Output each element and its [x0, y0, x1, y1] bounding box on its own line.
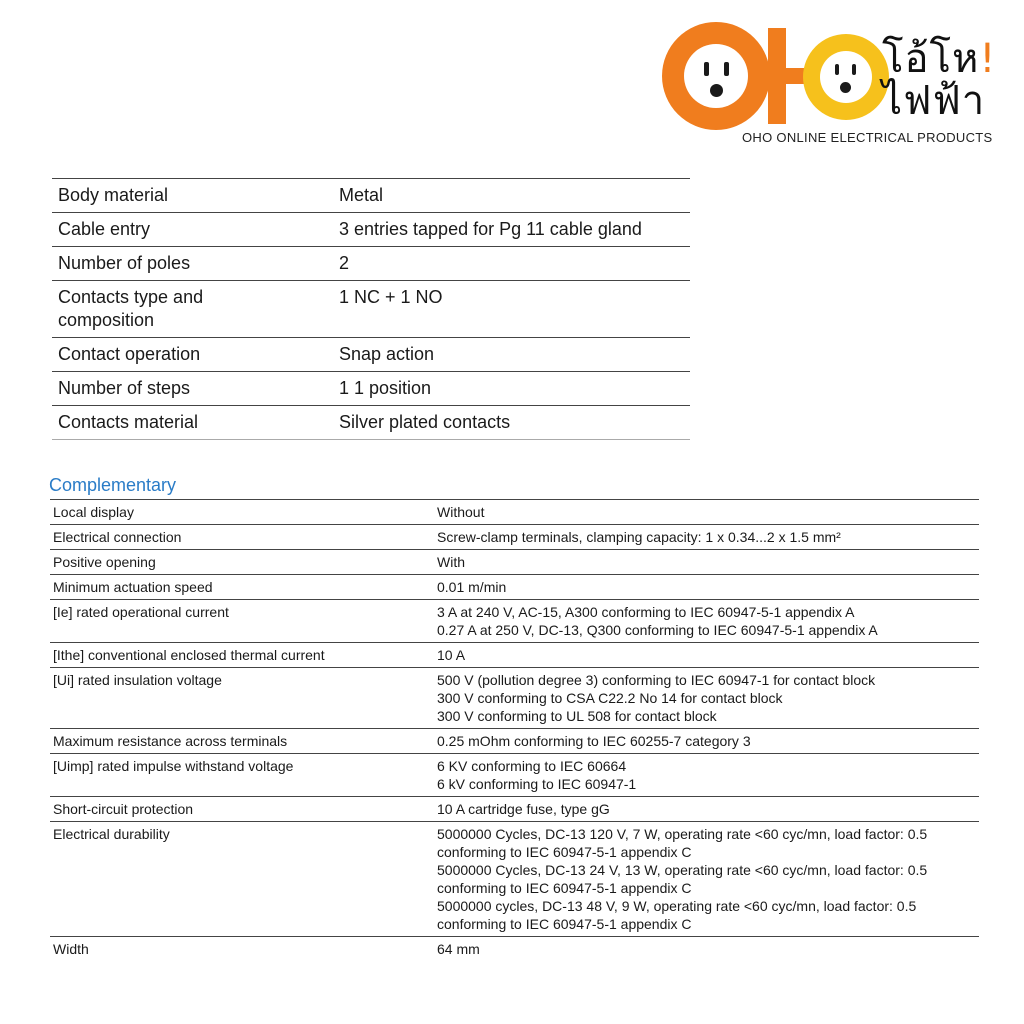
spec-value: Snap action	[339, 344, 435, 364]
brand-logo	[660, 18, 997, 153]
table-row	[50, 754, 979, 797]
spec-value-line: 5000000 cycles, DC-13 48 V, 9 W, operating rate <60 cyc/mn, load factor: 0.5	[437, 898, 917, 914]
spec-value	[434, 600, 979, 643]
spec-label: Electrical durability	[53, 826, 170, 842]
spec-label: Body material	[58, 185, 169, 205]
spec-value	[434, 643, 979, 668]
spec-value-line: 0.27 A at 250 V, DC-13, Q300 conforming to IEC 60947-5-1 appendix A	[437, 622, 878, 638]
spec-value: 1 1 position	[339, 378, 432, 398]
spec-value-line: 10 A	[437, 647, 466, 663]
spec-value-line: 10 A cartridge fuse, type gG	[437, 801, 610, 817]
table-row	[50, 643, 979, 668]
table-row	[52, 179, 690, 213]
table-row	[50, 668, 979, 729]
main-spec-table	[52, 178, 690, 440]
table-row	[50, 500, 979, 525]
spec-value-line: With	[437, 554, 465, 570]
spec-label: [Ui] rated insulation voltage	[53, 672, 222, 688]
table-row	[50, 822, 979, 937]
spec-value	[434, 550, 979, 575]
spec-value	[434, 500, 979, 525]
spec-value	[434, 525, 979, 550]
spec-label: Short-circuit protection	[53, 801, 194, 817]
table-row	[52, 338, 690, 372]
table-row	[52, 406, 690, 440]
table-row	[50, 575, 979, 600]
spec-value-line: 300 V conforming to UL 508 for contact block	[437, 708, 717, 724]
spec-label: Number of poles	[58, 253, 191, 273]
spec-value-line: 6 KV conforming to IEC 60664	[437, 758, 627, 774]
spec-value-line: 5000000 Cycles, DC-13 120 V, 7 W, operating rate <60 cyc/mn, load factor: 0.5	[437, 826, 928, 842]
spec-label: Width	[53, 941, 89, 957]
spec-label: Maximum resistance across terminals	[53, 733, 288, 749]
spec-label: Electrical connection	[53, 529, 182, 545]
spec-value-line: Without	[437, 504, 485, 520]
table-row	[52, 281, 690, 338]
spec-label: [Uimp] rated impulse withstand voltage	[53, 758, 294, 774]
table-row	[50, 550, 979, 575]
logo-exclamation: !	[979, 36, 997, 82]
section-title-complementary: Complementary	[49, 475, 177, 495]
spec-value	[434, 937, 979, 962]
complementary-spec-table	[50, 499, 979, 961]
spec-value-line: conforming to IEC 60947-5-1 appendix C	[437, 844, 692, 860]
spec-label: Number of steps	[58, 378, 191, 398]
socket-o-yellow	[803, 34, 889, 120]
spec-label: [Ie] rated operational current	[53, 604, 229, 620]
spec-label: Local display	[53, 504, 134, 520]
spec-value: 2	[339, 253, 350, 273]
table-row	[50, 729, 979, 754]
spec-label: [Ithe] conventional enclosed thermal current	[53, 647, 325, 663]
table-row	[52, 213, 690, 247]
spec-label: Contacts type and composition	[58, 287, 204, 330]
table-row	[52, 372, 690, 406]
spec-value-line: 300 V conforming to CSA C22.2 No 14 for contact block	[437, 690, 783, 706]
table-row	[50, 525, 979, 550]
spec-value-line: 6 kV conforming to IEC 60947-1	[437, 776, 637, 792]
table-row	[50, 797, 979, 822]
table-row	[50, 937, 979, 962]
spec-label: Contact operation	[58, 344, 201, 364]
spec-value-line: 500 V (pollution degree 3) conforming to IEC 60947-1 for contact block	[437, 672, 876, 688]
spec-value	[434, 575, 979, 600]
spec-value	[434, 797, 979, 822]
spec-value	[434, 822, 979, 937]
spec-value-line: 0.01 m/min	[437, 579, 507, 595]
spec-value	[434, 668, 979, 729]
spec-value: 3 entries tapped for Pg 11 cable gland	[339, 219, 642, 239]
socket-o-orange	[662, 22, 770, 130]
spec-label: Contacts material	[58, 412, 199, 432]
spec-value-line: 64 mm	[437, 941, 480, 957]
spec-value: 1 NC + 1 NO	[339, 287, 443, 307]
table-row	[52, 247, 690, 281]
spec-label: Cable entry	[58, 219, 151, 239]
spec-value: Silver plated contacts	[339, 412, 511, 432]
logo-tagline: OHO ONLINE ELECTRICAL PRODUCTS	[742, 130, 993, 145]
spec-value-line: conforming to IEC 60947-5-1 appendix C	[437, 916, 692, 932]
spec-value-line: conforming to IEC 60947-5-1 appendix C	[437, 880, 692, 896]
spec-value	[434, 729, 979, 754]
spec-value-line: 0.25 mOhm conforming to IEC 60255-7 category 3	[437, 733, 751, 749]
spec-label: Minimum actuation speed	[53, 579, 213, 595]
spec-value-line: Screw-clamp terminals, clamping capacity: 1 x 0.34...2 x 1.5 mm²	[437, 529, 841, 545]
logo-thai-line2: ไฟฟ้า	[882, 78, 986, 124]
spec-value-line: 5000000 Cycles, DC-13 24 V, 13 W, operating rate <60 cyc/mn, load factor: 0.5	[437, 862, 928, 878]
spec-label: Positive opening	[53, 554, 156, 570]
table-row	[50, 600, 979, 643]
spec-value: Metal	[339, 185, 384, 205]
logo-thai-line1: โอ้โห!	[882, 36, 997, 82]
spec-value	[434, 754, 979, 797]
spec-value-line: 3 A at 240 V, AC-15, A300 conforming to IEC 60947-5-1 appendix A	[437, 604, 855, 620]
